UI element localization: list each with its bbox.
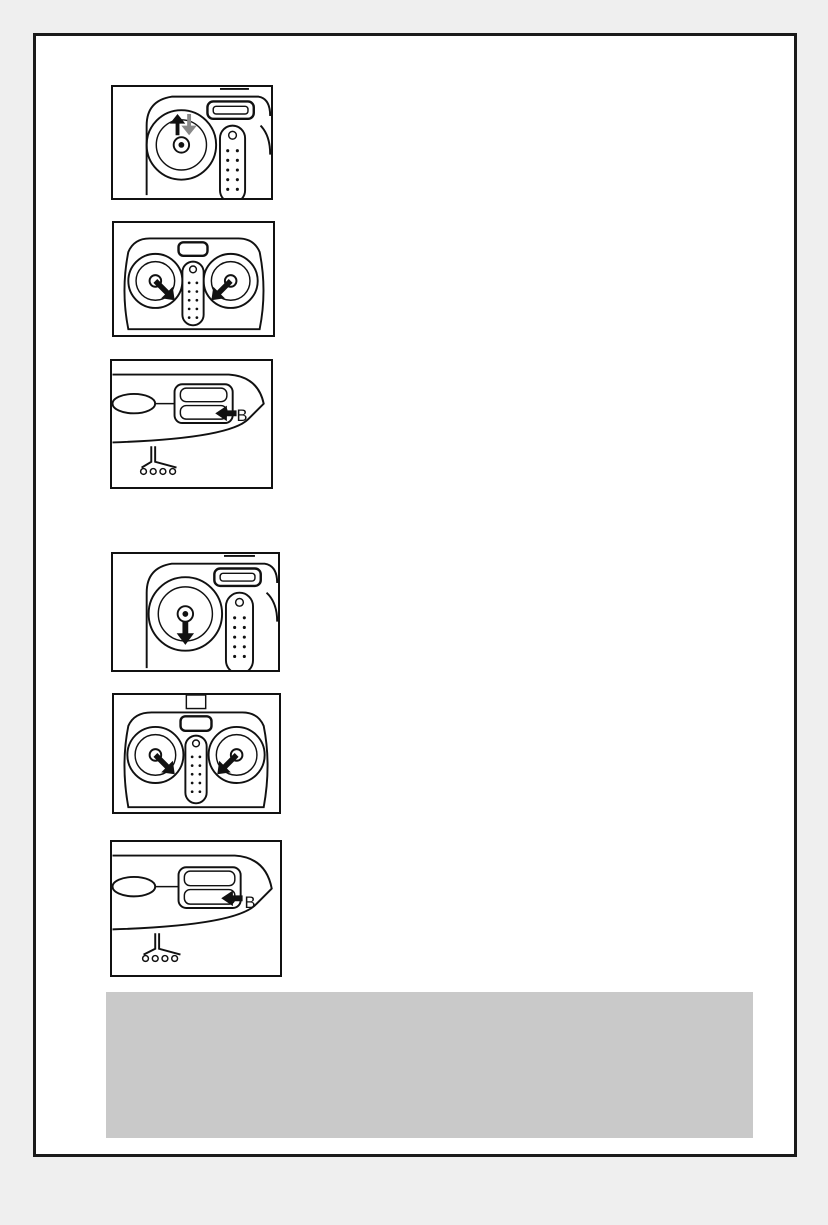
figure-left-stick-up-down [111, 85, 273, 200]
figure-side-button-b-2 [110, 840, 282, 977]
note-box [106, 992, 753, 1138]
figure-both-sticks-down-inward-2 [112, 693, 281, 814]
controller-illustration [113, 554, 278, 670]
controller-illustration [114, 223, 273, 335]
button-b-label: B [236, 407, 248, 426]
figure-side-button-b [110, 359, 273, 489]
controller-illustration [113, 87, 271, 198]
button-b-label: B [244, 894, 256, 913]
figure-both-sticks-down-inward [112, 221, 275, 337]
controller-side-illustration [112, 842, 280, 975]
controller-side-illustration [112, 361, 271, 487]
controller-illustration [114, 695, 279, 812]
figure-left-stick-down [111, 552, 280, 672]
